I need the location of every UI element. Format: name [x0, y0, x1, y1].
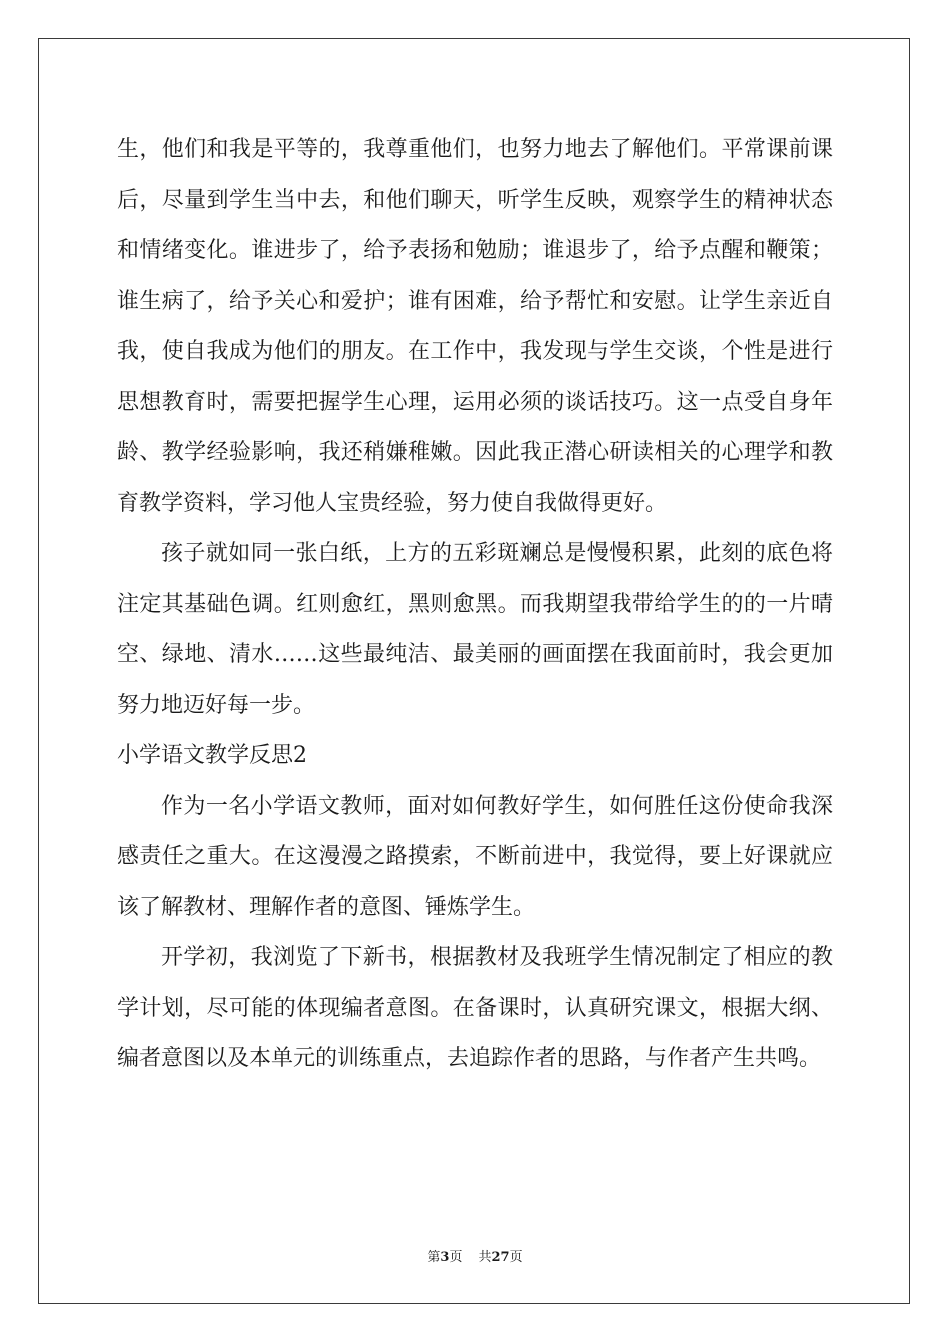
paragraph-blank-paper: 孩子就如同一张白纸，上方的五彩斑斓总是慢慢积累，此刻的底色将注定其基础色调。红则愈红，黑则愈黑。而我期望我带给学生的的一片晴空、绿地、清水……这些最纯洁、最美丽的画面摆在我面前时，我会更加努力地迈好每一步。	[117, 541, 833, 718]
total-prefix: 共	[478, 1250, 492, 1265]
total-suffix: 页	[509, 1250, 523, 1265]
paragraph-continued: 生，他们和我是平等的，我尊重他们，也努力地去了解他们。平常课前课后，尽量到学生当中去，和他们聊天，听学生反映，观察学生的精神状态和情绪变化。谁进步了，给予表扬和勉励；谁退步了，给予点醒和鞭策；谁生病了，给予关心和爱护；谁有困难，给予帮忙和安慰。让学生亲近自我，使自我成为他们的朋友。在工作中，我发现与学生交谈，个性是进行思想教育时，需要把握学生心理，运用必须的谈话技巧。这一点受自身年龄、教学经验影响，我还稍嫌稚嫩。因此我正潜心研读相关的心理学和教育教学资料，学习他人宝贵经验，努力使自我做得更好。	[117, 137, 833, 516]
page-footer	[0, 1246, 950, 1265]
page-prefix: 第	[427, 1250, 441, 1265]
page-suffix: 页	[449, 1250, 463, 1265]
paragraph-teacher-role: 作为一名小学语文教师，面对如何教好学生，如何胜任这份使命我深感责任之重大。在这漫漫之路摸索，不断前进中，我觉得，要上好课就应该了解教材、理解作者的意图、锤炼学生。	[117, 793, 833, 920]
total-pages: 27	[491, 1250, 510, 1265]
document-body	[117, 125, 833, 1085]
paragraph-semester-start: 开学初，我浏览了下新书，根据教材及我班学生情况制定了相应的教学计划，尽可能的体现编者意图。在备课时，认真研究课文，根据大纲、编者意图以及本单元的训练重点，去追踪作者的思路，与作者产生共鸣。	[117, 945, 833, 1071]
page-number: 3	[440, 1250, 450, 1265]
section-heading: 小学语文教学反思2	[117, 743, 307, 768]
